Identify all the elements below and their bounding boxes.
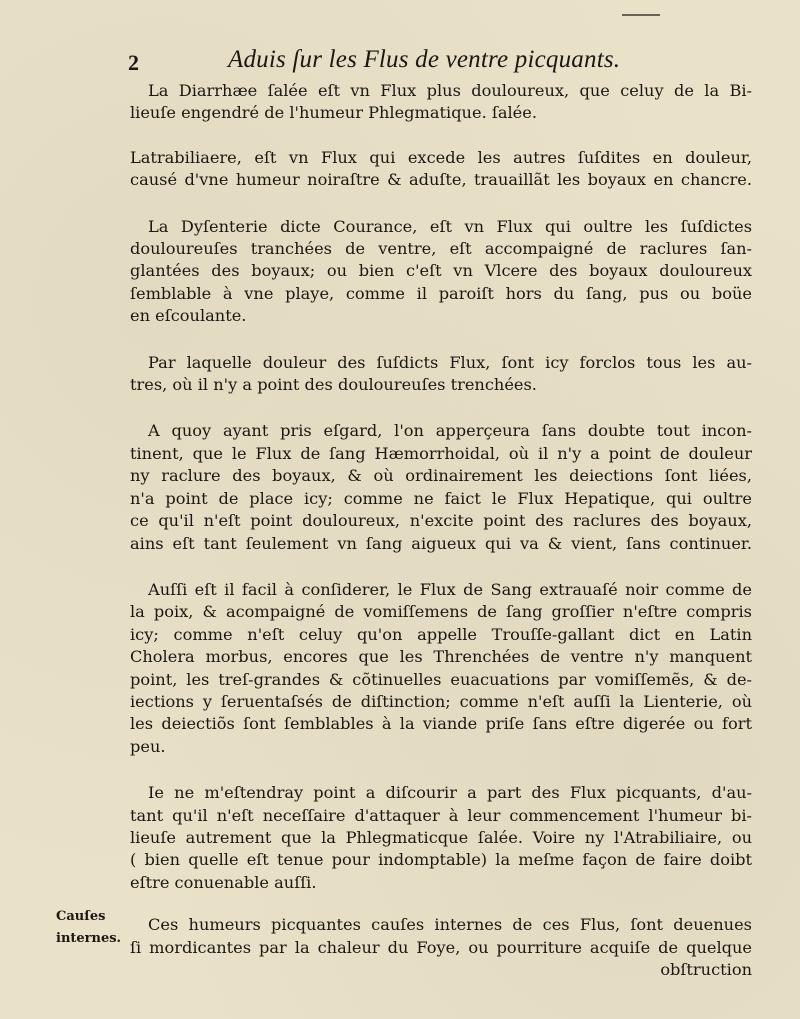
paragraph-sang-extravase — [130, 579, 752, 758]
text-line: iections y ſeruentaſsés de diſtinction; comme n'eſt auſſi la Lienterie, où — [130, 691, 752, 711]
paragraph-causes-internes — [130, 914, 752, 981]
page-header — [128, 46, 768, 80]
text-line: la poix, & acompaigné de vomiſſemens de ſang groſſier n'eſtre compris — [130, 602, 752, 622]
text-line: Auſſi eſt il facil à conſiderer, le Flux de Sang extrauaſé noir comme de — [148, 579, 752, 599]
text-line: ce qu'il n'eſt point douloureux, n'excite point des raclures des boyaux, — [130, 511, 752, 531]
text-line: les deiectiõs ſont ſemblables à la viande priſe ſans eſtre digerée ou fort peu. — [130, 714, 752, 756]
text-line: Ces humeurs picquantes cauſes internes de ces Flus, ſont deuenues — [148, 915, 752, 935]
text-line: ſi mordicantes par la chaleur du Foye, ou pourriture acquiſe de quelque — [130, 937, 752, 957]
margin-note-line: internes. — [56, 931, 122, 946]
text-line: en eſcoulante. — [130, 306, 247, 326]
text-line: La Dyſenterie dicte Courance, eſt vn Flux qui oultre les ſuſdictes — [148, 216, 752, 236]
text-line: lieuſe engendré de l'humeur Phlegmatique. ſalée. — [130, 103, 537, 123]
margin-note — [56, 906, 128, 950]
paragraph-atrabiliaire — [130, 147, 752, 192]
text-line: A quoy ayant pris eſgard, l'on apperçeura ſans doubte tout incon- — [148, 421, 752, 441]
paragraph-hemorrhoidal — [130, 420, 752, 554]
text-line: ſemblable à vne playe, comme il paroiſt hors du ſang, pus ou boüe — [130, 283, 752, 303]
text-line: eſtre conuenable auſſi. — [130, 872, 317, 892]
text-line: lieuſe autrement que la Phlegmaticque ſalée. Voire ny l'Atrabiliaire, ou — [130, 827, 752, 847]
margin-note-line: Cauſes — [56, 909, 106, 924]
page-number: 2 — [128, 50, 139, 75]
text-line: douloureuſes tranchées de ventre, eſt accompaigné de raclures ſan- — [130, 239, 752, 259]
paragraph-dysenterie — [130, 216, 752, 328]
text-line: Par laquelle douleur des ſuſdicts Flux, ſont icy forclos tous les au- — [148, 352, 752, 372]
text-line: Latrabiliaere, eſt vn Flux qui excede les autres ſuſdites en douleur, — [130, 147, 752, 167]
text-line: tinent, que le Flux de ſang Hæmorrhoidal, où il n'y a point de douleur — [130, 443, 752, 463]
text-line: tres, où il n'y a point des douloureuſes trenchées. — [130, 375, 537, 395]
text-line: La Diarrhæe ſalée eſt vn Flux plus douloureux, que celuy de la Bi- — [148, 81, 752, 100]
text-line: Ie ne m'eſtendray point a diſcourir a part des Flux picquants, d'au- — [148, 783, 752, 803]
text-line: point, les treſ-grandes & cõtinuelles euacuations par vomiſſemẽs, & de- — [130, 669, 752, 689]
body-text — [130, 80, 752, 981]
text-line: glantées des boyaux; ou bien c'eſt vn Vlcere des boyaux douloureux — [130, 261, 752, 281]
text-line: ( bien quelle eſt tenue pour indomptable) la meſme façon de faire doibt — [130, 850, 752, 870]
text-line: tant qu'il n'eſt neceſſaire d'attaquer à leur commencement l'humeur bi- — [130, 805, 752, 825]
top-rule — [622, 14, 660, 16]
catchword: obſtruction — [660, 960, 752, 979]
text-line: ny raclure des boyaux, & où ordinairement les deiections ſont liées, — [130, 466, 752, 486]
paragraph-forclos — [130, 352, 752, 397]
running-title: Aduis ſur les Flus de ventre picquants. — [228, 46, 621, 73]
text-line: causé d'vne humeur noiraſtre & aduſte, trauaillãt les boyaux en chancre. — [130, 170, 752, 190]
text-line: icy; comme n'eſt celuy qu'on appelle Trouſſe-gallant dict en Latin — [130, 624, 752, 644]
text-line: ains eſt tant ſeulement vn ſang aigueux qui va & vient, ſans continuer. — [130, 533, 752, 553]
paragraph-discourir — [130, 782, 752, 894]
text-line: Cholera morbus, encores que les Threnchées de ventre n'y manquent — [130, 647, 752, 667]
text-line: n'a point de place icy; comme ne faict le Flux Hepatique, qui oultre — [130, 488, 752, 508]
paragraph-diarrhee — [130, 80, 752, 125]
